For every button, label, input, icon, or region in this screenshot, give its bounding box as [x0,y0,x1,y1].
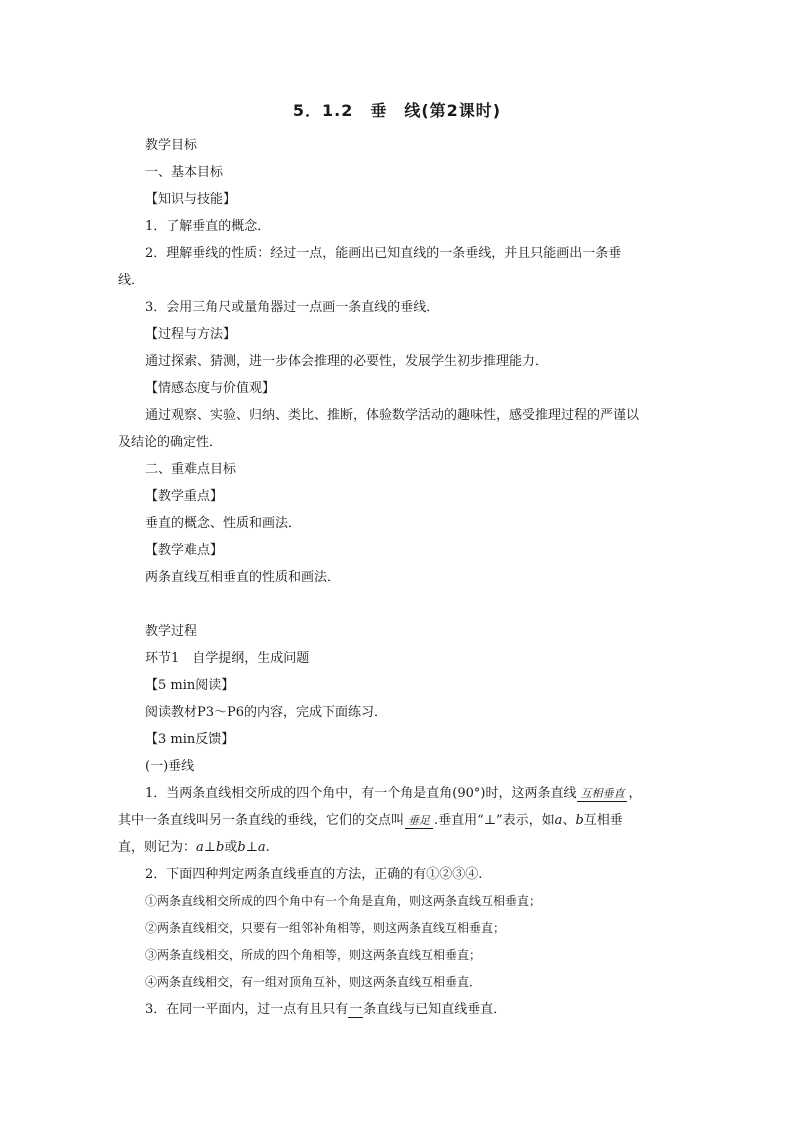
objective-item-2-continued: 线． [118,273,145,288]
label-reading-time: 【5 min阅读】 [145,678,235,693]
label-attitudes-values: 【情感态度与价值观】 [145,381,276,396]
spacer [118,591,680,618]
label-knowledge-skills: 【知识与技能】 [145,192,237,207]
answer-one: 一 [349,1002,363,1017]
step-1-heading: 环节1 自学提纲，生成问题 [145,651,310,666]
or-word: 或 [224,840,238,855]
question-3-text-2: 条直线与已知直线垂直． [363,1002,507,1017]
process-methods-text: 通过探索、猜测，进一步体会推理的必要性，发展学生初步推理能力． [145,354,549,369]
page-title: 5．1.2 垂 线(第2课时) [292,101,502,120]
subheading-perpendicular: (一)垂线 [145,759,195,774]
answer-foot-of-perpendicular: 垂足 [405,813,433,829]
answer-mutually-perpendicular: 互相垂直 [577,786,627,802]
subheading-key-points: 二、重难点目标 [145,462,237,477]
question-2-option-1: ①两条直线相交所成的四个角中有一个角是直角，则这两条直线互相垂直； [145,894,542,908]
expression-a-perp-b: a⊥b [196,840,225,855]
variable-b: b [575,813,584,828]
question-1-text: 1．当两条直线相交所成的四个角中，有一个角是直角(90°)时，这两条直线 [145,786,577,801]
question-3 [118,996,680,1023]
punctuation: ， [628,786,642,801]
end-punctuation: . [265,840,270,855]
label-feedback-time: 【3 min反馈】 [145,732,235,747]
separator: 、 [562,813,576,828]
reading-instruction: 阅读教材P3～P6的内容，完成下面练习． [145,705,388,720]
question-1-text-3: .垂直用“⊥”表示，如 [434,813,555,828]
question-1-line-1 [118,780,680,807]
label-process-methods: 【过程与方法】 [145,327,237,342]
attitudes-values-text: 通过观察、实验、归纳、类比、推断，体验数学活动的趣味性，感受推理过程的严谨以 [145,408,640,423]
teaching-focus-text: 垂直的概念、性质和画法． [145,516,302,531]
label-teaching-focus: 【教学重点】 [145,489,224,504]
subheading-basic-objectives: 一、基本目标 [145,165,224,180]
question-1-text-5: 直，则记为： [118,840,197,855]
attitudes-values-text-continued: 及结论的确定性． [118,435,223,450]
question-2-option-4: ④两条直线相交，有一组对顶角互补，则这两条直线互相垂直． [145,975,482,989]
objective-item-3: 3．会用三角尺或量角器过一点画一条直线的垂线． [145,300,440,315]
variable-a: a [554,813,563,828]
teaching-difficulty-text: 两条直线互相垂直的性质和画法． [145,570,341,585]
section-heading-objectives: 教学目标 [145,138,198,153]
question-3-text: 3．在同一平面内，过一点有且只有 [145,1002,349,1017]
question-1-line-2 [118,807,680,834]
objective-item-1: 1．了解垂直的概念． [145,219,271,234]
question-1-text-2: 其中一条直线叫另一条直线的垂线，它们的交点叫 [118,813,405,828]
question-2-option-2: ②两条直线相交，只要有一组邻补角相等，则这两条直线互相垂直； [145,921,506,935]
objective-item-2: 2．理解垂线的性质：经过一点，能画出已知直线的一条垂线，并且只能画出一条垂 [145,246,622,261]
question-1-line-3 [118,834,680,861]
label-teaching-difficulty: 【教学难点】 [145,543,224,558]
expression-b-perp-a: b⊥a [237,840,266,855]
document-body [118,132,680,1023]
section-heading-process: 教学过程 [145,624,198,639]
question-1-text-4: 互相垂 [583,813,623,828]
question-2: 2．下面四种判定两条直线垂直的方法，正确的有①②③④. [145,867,483,882]
question-2-option-3: ③两条直线相交，所成的四个角相等，则这两条直线互相垂直； [145,948,482,962]
